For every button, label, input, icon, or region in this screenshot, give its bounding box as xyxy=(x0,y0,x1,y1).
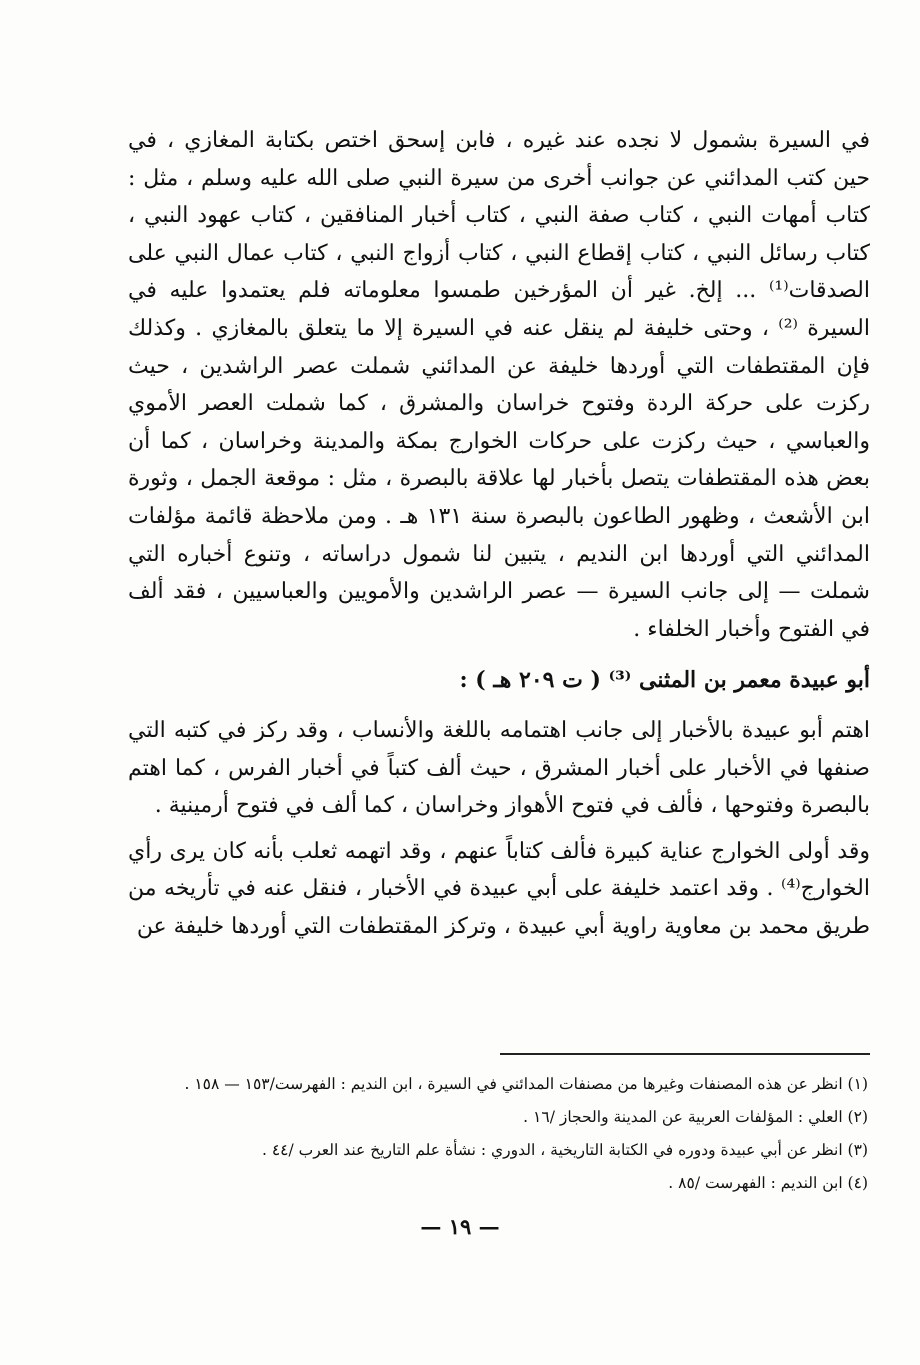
footnote-1: (١) انظر عن هذه المصنفات وغيرها من مصنفات المدائني في السيرة ، ابن النديم : الفهرست/١٥٣ — ١٥٨ . xyxy=(184,1075,868,1093)
page-number: — ١٩ — xyxy=(420,1214,500,1239)
footnote-3: (٣) انظر عن أبي عبيدة ودوره في الكتابة التاريخية ، الدوري : نشأة علم التاريخ عند العرب /٤٤ . xyxy=(261,1141,868,1159)
paragraph-1: في السيرة بشمول لا نجده عند غيره ، فابن إسحق اختص بكتابة المغازي ، في حين كتب المدائني عن جوانب أخرى من سيرة النبي صلى الله عليه وسلم ، مثل : كتاب أمهات النبي ، كتاب صفة النبي ، كتاب أخبار المنافقين ، كتاب عهود النبي ، كتاب رسائل النبي ، كتاب إقطاع النبي ، كتاب أزواج النبي ، كتاب عمال النبي على الصدقات⁽¹⁾ ... إلخ. غير أن المؤرخين طمسوا معلوماته فلم يعتمدوا عليه في السيرة ⁽²⁾ ، وحتى خليفة لم ينقل عنه في السيرة إلا ما يتعلق بالمغازي . وكذلك فإن المقتطفات التي أوردها خليفة عن المدائني شملت عصر الراشدين ، حيث ركزت على حركة الردة وفتوح خراسان والمشرق ، كما شملت العصر الأموي والعباسي ، حيث ركزت على حركات الخوارج بمكة والمدينة وخراسان ، كما أن بعض هذه المقتطفات يتصل بأخبار لها علاقة بالبصرة ، مثل : موقعة الجمل ، وثورة ابن الأشعث ، وظهور الطاعون بالبصرة سنة ١٣١ هـ . ومن ملاحظة قائمة مؤلفات المدائني التي أوردها ابن النديم ، يتبين لنا شمول دراساته ، وتنوع أخباره التي شملت — إلى جانب السيرة — عصر الراشدين والأمويين والعباسيين ، فقد ألف في الفتوح وأخبار الخلفاء . xyxy=(128,128,870,642)
footnote-divider xyxy=(500,1053,870,1055)
section-heading: أبو عبيدة معمر بن المثنى ⁽³⁾ ( ت ٢٠٩ هـ ) : xyxy=(459,667,870,694)
main-text xyxy=(128,122,870,945)
footnote-4: (٤) ابن النديم : الفهرست /٨٥ . xyxy=(668,1174,868,1192)
paragraph-2: اهتم أبو عبيدة بالأخبار إلى جانب اهتمامه باللغة والأنساب ، وقد ركز في كتبه التي صنفها في الأخبار على أخبار المشرق ، حيث ألف كتباً في أخبار الفرس ، كما اهتم بالبصرة وفتوحها ، فألف في فتوح الأهواز وخراسان ، كما ألف في فتوح أرمينية . xyxy=(128,717,870,819)
paragraph-3: وقد أولى الخوارج عناية كبيرة فألف كتاباً عنهم ، وقد اتهمه ثعلب بأنه كان يرى رأي الخوارج⁽⁴⁾ . وقد اعتمد خليفة على أبي عبيدة في الأخبار ، فنقل عنه في تأريخه من طريق محمد بن معاوية راوية أبي عبيدة ، وتركز المقتطفات التي أوردها خليفة عن xyxy=(128,838,870,939)
footnote-2: (٢) العلي : المؤلفات العربية عن المدينة والحجاز /١٦ . xyxy=(523,1108,868,1126)
footnotes xyxy=(128,1068,868,1200)
